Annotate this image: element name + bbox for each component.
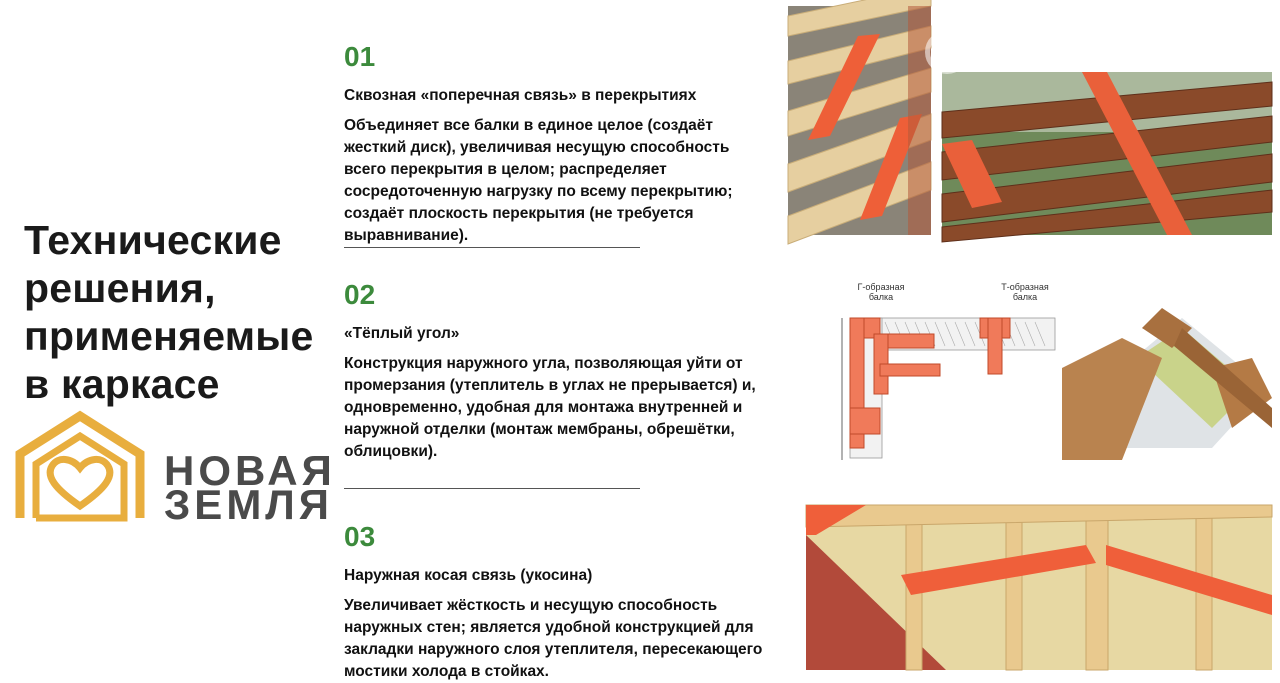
section-heading: Наружная косая связь (укосина) <box>344 567 593 584</box>
section-number: 01 <box>344 41 376 72</box>
diagram-label-t-beam: Т-образная балка <box>1001 282 1049 302</box>
section-heading: «Тёплый угол» <box>344 325 460 342</box>
diagram-label-l-beam: Г-образная балка <box>857 282 905 302</box>
house-heart-icon <box>14 410 154 525</box>
section-text: Конструкция наружного угла, позволяющая уйти от промерзания (утеплитель в углах не прерывается) и, одновременно, удобная для монтажа внутренней и наружной отделки (монтаж мембраны, обрешётки, облицовки). <box>344 355 756 460</box>
photo-ceiling-beams <box>942 72 1272 235</box>
photo-corner-model <box>1062 298 1272 460</box>
divider <box>344 247 640 248</box>
divider <box>344 488 640 489</box>
section-heading: Сквозная «поперечная связь» в перекрытиях <box>344 87 697 104</box>
watermark: ONREALT <box>975 28 1199 77</box>
section-number: 02 <box>344 279 376 310</box>
section-02 <box>344 280 774 463</box>
page-title: Технические решения, применяемые в каркасе <box>24 217 314 407</box>
logo-text-line1: НОВАЯ <box>164 447 336 494</box>
section-01 <box>344 42 774 247</box>
company-logo <box>14 410 344 530</box>
watermark-icon <box>925 30 969 74</box>
diagram-warm-corner <box>830 278 1060 460</box>
section-number: 03 <box>344 521 376 552</box>
section-text: Увеличивает жёсткость и несущую способность наружных стен; является удобной конструкцией для закладки наружного слоя утеплителя, пересекающего мостики холода в стойках. <box>344 597 763 680</box>
logo-text-line2: ЗЕМЛЯ <box>164 481 333 528</box>
photo-floor-beams <box>788 6 931 235</box>
section-text: Объединяет все балки в единое целое (создаёт жесткий диск), увеличивая несущую способность всего перекрытия в целом; распределяет сосредоточенную нагрузку по всему перекрытию; создаёт плоскость перекрытия (не требуется выравнивание). <box>344 117 733 244</box>
photo-diagonal-braces <box>806 505 1272 670</box>
section-03 <box>344 521 774 680</box>
